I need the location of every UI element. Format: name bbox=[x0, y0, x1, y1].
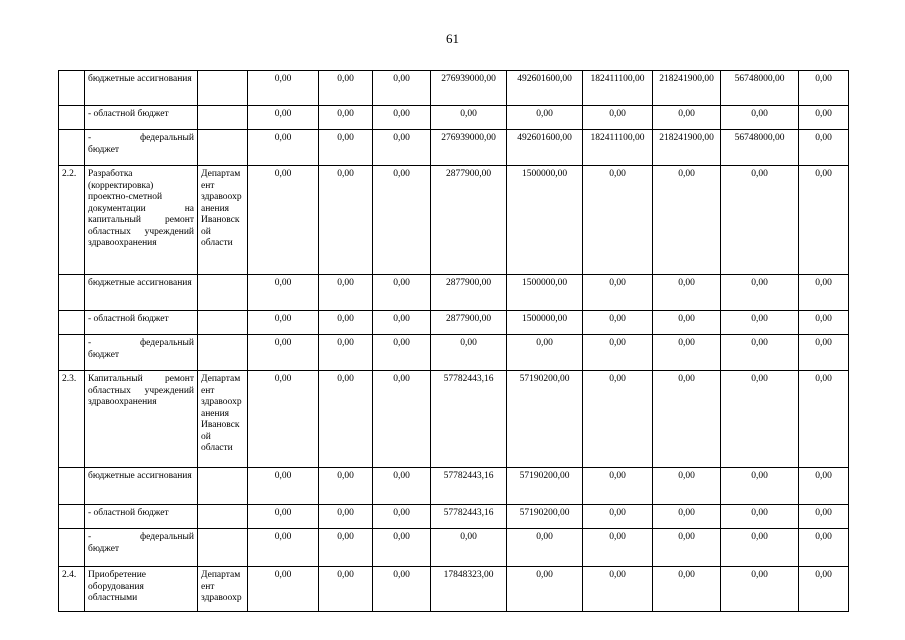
value-cell: 0,00 bbox=[653, 505, 721, 529]
value-cell: 2877900,00 bbox=[431, 166, 507, 275]
value-cell: 0,00 bbox=[248, 71, 319, 106]
value-cell: 0,00 bbox=[373, 505, 431, 529]
value-cell: 0,00 bbox=[721, 275, 799, 311]
value-cell: 0,00 bbox=[799, 335, 849, 371]
value-cell: 0,00 bbox=[799, 130, 849, 166]
value-cell: 2877900,00 bbox=[431, 311, 507, 335]
value-cell: 0,00 bbox=[248, 335, 319, 371]
value-cell: 182411100,00 bbox=[583, 130, 653, 166]
row-name: бюджетные ассигнования bbox=[85, 275, 198, 311]
value-cell: 0,00 bbox=[721, 335, 799, 371]
table-row bbox=[59, 311, 849, 335]
value-cell: 0,00 bbox=[319, 275, 373, 311]
row-executor bbox=[198, 71, 248, 106]
value-cell: 0,00 bbox=[583, 166, 653, 275]
row-code bbox=[59, 106, 85, 130]
row-executor bbox=[198, 468, 248, 505]
value-cell: 0,00 bbox=[319, 468, 373, 505]
value-cell: 0,00 bbox=[721, 371, 799, 468]
table-row bbox=[59, 335, 849, 371]
table-row bbox=[59, 166, 849, 275]
row-code bbox=[59, 505, 85, 529]
row-name: Капитальный ремонт областных учреждений здравоохранения bbox=[85, 371, 198, 468]
page-number: 61 bbox=[446, 31, 459, 46]
row-name-part: - bbox=[88, 532, 92, 542]
value-cell: 0,00 bbox=[373, 529, 431, 567]
value-cell: 57190200,00 bbox=[507, 468, 583, 505]
value-cell: 218241900,00 bbox=[653, 71, 721, 106]
value-cell: 0,00 bbox=[373, 130, 431, 166]
value-cell: 0,00 bbox=[507, 335, 583, 371]
value-cell: 56748000,00 bbox=[721, 71, 799, 106]
row-code: 2.4. bbox=[59, 567, 85, 612]
value-cell: 0,00 bbox=[507, 529, 583, 567]
value-cell: 182411100,00 bbox=[583, 71, 653, 106]
value-cell: 0,00 bbox=[799, 468, 849, 505]
value-cell: 0,00 bbox=[721, 529, 799, 567]
value-cell: 0,00 bbox=[248, 275, 319, 311]
row-name-part: - bbox=[88, 338, 92, 348]
value-cell: 276939000,00 bbox=[431, 130, 507, 166]
row-executor bbox=[198, 130, 248, 166]
row-name: Разработка (корректировка) проектно-сметной документации на капитальный ремонт областных учреждений здравоохранения bbox=[85, 166, 198, 275]
value-cell: 0,00 bbox=[583, 335, 653, 371]
value-cell: 0,00 bbox=[507, 567, 583, 612]
row-code bbox=[59, 468, 85, 505]
row-code: 2.3. bbox=[59, 371, 85, 468]
value-cell: 0,00 bbox=[653, 335, 721, 371]
value-cell: 0,00 bbox=[653, 166, 721, 275]
value-cell: 0,00 bbox=[373, 71, 431, 106]
value-cell: 0,00 bbox=[583, 106, 653, 130]
value-cell: 0,00 bbox=[653, 567, 721, 612]
value-cell: 0,00 bbox=[319, 371, 373, 468]
row-executor bbox=[198, 505, 248, 529]
value-cell: 0,00 bbox=[653, 371, 721, 468]
row-name-part: - bbox=[88, 133, 92, 143]
value-cell: 492601600,00 bbox=[507, 71, 583, 106]
budget-table bbox=[58, 70, 849, 612]
value-cell: 0,00 bbox=[799, 567, 849, 612]
row-name: - областной бюджет bbox=[85, 505, 198, 529]
value-cell: 0,00 bbox=[799, 505, 849, 529]
row-name-part: федеральный bbox=[140, 532, 194, 542]
row-executor bbox=[198, 335, 248, 371]
value-cell: 0,00 bbox=[373, 275, 431, 311]
value-cell: 0,00 bbox=[799, 275, 849, 311]
table-row bbox=[59, 130, 849, 166]
value-cell: 0,00 bbox=[248, 567, 319, 612]
value-cell: 0,00 bbox=[653, 468, 721, 505]
value-cell: 0,00 bbox=[583, 311, 653, 335]
value-cell: 0,00 bbox=[799, 71, 849, 106]
value-cell: 0,00 bbox=[431, 529, 507, 567]
value-cell: 0,00 bbox=[248, 106, 319, 130]
value-cell: 57782443,16 bbox=[431, 371, 507, 468]
value-cell: 0,00 bbox=[721, 567, 799, 612]
value-cell: 0,00 bbox=[799, 529, 849, 567]
value-cell: 0,00 bbox=[799, 166, 849, 275]
value-cell: 0,00 bbox=[653, 529, 721, 567]
row-name-part: федеральный bbox=[140, 338, 194, 348]
value-cell: 0,00 bbox=[248, 505, 319, 529]
row-name-part: бюджет bbox=[88, 543, 120, 554]
value-cell: 0,00 bbox=[653, 275, 721, 311]
value-cell: 0,00 bbox=[583, 468, 653, 505]
row-code bbox=[59, 311, 85, 335]
value-cell: 0,00 bbox=[319, 106, 373, 130]
table-row bbox=[59, 71, 849, 106]
value-cell: 0,00 bbox=[248, 371, 319, 468]
value-cell: 0,00 bbox=[799, 311, 849, 335]
row-name: - областной бюджет bbox=[85, 106, 198, 130]
value-cell: 1500000,00 bbox=[507, 166, 583, 275]
row-code bbox=[59, 71, 85, 106]
value-cell: 57782443,16 bbox=[431, 505, 507, 529]
row-name-part: федеральный bbox=[140, 133, 194, 143]
value-cell: 0,00 bbox=[721, 505, 799, 529]
row-code bbox=[59, 529, 85, 567]
table-row bbox=[59, 371, 849, 468]
row-name bbox=[85, 335, 198, 371]
value-cell: 0,00 bbox=[373, 335, 431, 371]
row-code bbox=[59, 130, 85, 166]
value-cell: 0,00 bbox=[248, 311, 319, 335]
value-cell: 0,00 bbox=[248, 166, 319, 275]
value-cell: 0,00 bbox=[373, 166, 431, 275]
value-cell: 0,00 bbox=[373, 567, 431, 612]
value-cell: 0,00 bbox=[653, 106, 721, 130]
table-row bbox=[59, 529, 849, 567]
row-code: 2.2. bbox=[59, 166, 85, 275]
value-cell: 0,00 bbox=[583, 529, 653, 567]
value-cell: 0,00 bbox=[319, 311, 373, 335]
value-cell: 0,00 bbox=[721, 468, 799, 505]
value-cell: 57190200,00 bbox=[507, 505, 583, 529]
value-cell: 0,00 bbox=[721, 106, 799, 130]
value-cell: 0,00 bbox=[507, 106, 583, 130]
value-cell: 0,00 bbox=[319, 505, 373, 529]
value-cell: 0,00 bbox=[319, 130, 373, 166]
value-cell: 0,00 bbox=[319, 71, 373, 106]
value-cell: 0,00 bbox=[373, 311, 431, 335]
row-name-part: бюджет bbox=[88, 349, 120, 360]
value-cell: 0,00 bbox=[319, 567, 373, 612]
value-cell: 0,00 bbox=[431, 106, 507, 130]
row-executor: Департам ент здравоохр bbox=[198, 567, 248, 612]
value-cell: 56748000,00 bbox=[721, 130, 799, 166]
value-cell: 218241900,00 bbox=[653, 130, 721, 166]
value-cell: 0,00 bbox=[653, 311, 721, 335]
row-executor: Департам ент здравоохр анения Ивановск ой области bbox=[198, 166, 248, 275]
value-cell: 0,00 bbox=[248, 529, 319, 567]
table-row bbox=[59, 468, 849, 505]
row-name bbox=[85, 529, 198, 567]
row-code bbox=[59, 275, 85, 311]
value-cell: 0,00 bbox=[319, 529, 373, 567]
row-name: - областной бюджет bbox=[85, 311, 198, 335]
value-cell: 0,00 bbox=[373, 468, 431, 505]
value-cell: 0,00 bbox=[431, 335, 507, 371]
value-cell: 492601600,00 bbox=[507, 130, 583, 166]
row-executor bbox=[198, 311, 248, 335]
value-cell: 0,00 bbox=[583, 275, 653, 311]
value-cell: 0,00 bbox=[248, 468, 319, 505]
value-cell: 1500000,00 bbox=[507, 311, 583, 335]
row-name: бюджетные ассигнования bbox=[85, 468, 198, 505]
row-name: Приобретение оборудования областными bbox=[85, 567, 198, 612]
row-name: бюджетные ассигнования bbox=[85, 71, 198, 106]
row-name bbox=[85, 130, 198, 166]
value-cell: 0,00 bbox=[583, 371, 653, 468]
value-cell: 0,00 bbox=[799, 371, 849, 468]
row-code bbox=[59, 335, 85, 371]
value-cell: 0,00 bbox=[721, 311, 799, 335]
table-row bbox=[59, 505, 849, 529]
row-name-part: бюджет bbox=[88, 144, 120, 155]
value-cell: 0,00 bbox=[583, 567, 653, 612]
table-row bbox=[59, 275, 849, 311]
value-cell: 2877900,00 bbox=[431, 275, 507, 311]
value-cell: 0,00 bbox=[373, 106, 431, 130]
value-cell: 17848323,00 bbox=[431, 567, 507, 612]
table-row bbox=[59, 567, 849, 612]
value-cell: 0,00 bbox=[319, 166, 373, 275]
value-cell: 1500000,00 bbox=[507, 275, 583, 311]
row-executor bbox=[198, 106, 248, 130]
row-executor: Департам ент здравоохр анения Ивановск ой области bbox=[198, 371, 248, 468]
row-executor bbox=[198, 529, 248, 567]
value-cell: 0,00 bbox=[319, 335, 373, 371]
row-executor bbox=[198, 275, 248, 311]
table-row bbox=[59, 106, 849, 130]
value-cell: 276939000,00 bbox=[431, 71, 507, 106]
value-cell: 0,00 bbox=[799, 106, 849, 130]
value-cell: 0,00 bbox=[373, 371, 431, 468]
value-cell: 0,00 bbox=[583, 505, 653, 529]
value-cell: 0,00 bbox=[248, 130, 319, 166]
value-cell: 57782443,16 bbox=[431, 468, 507, 505]
value-cell: 0,00 bbox=[721, 166, 799, 275]
value-cell: 57190200,00 bbox=[507, 371, 583, 468]
